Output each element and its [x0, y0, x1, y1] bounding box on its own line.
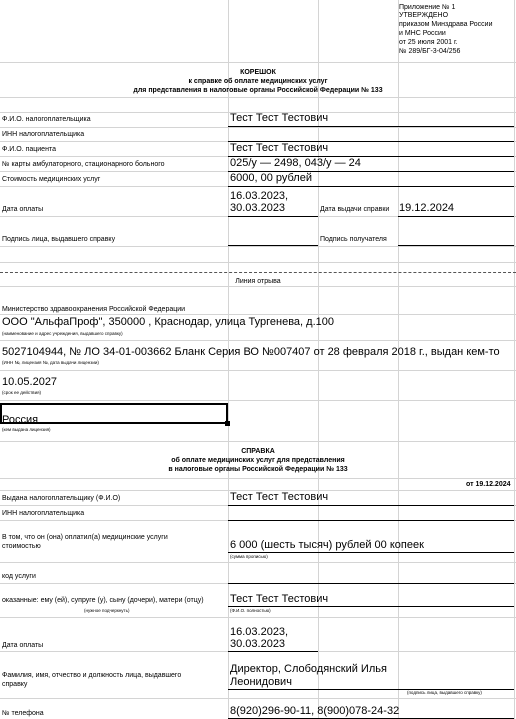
- row-divider: [0, 286, 516, 287]
- approval-line: Приложение № 1: [399, 4, 456, 11]
- stub-subtitle: к справке об оплате медицинских услуг: [188, 78, 328, 85]
- org-ministry: Министерство здравоохранения Российской Федерации: [2, 306, 186, 313]
- cert-issuer-label: справку: [2, 681, 28, 688]
- approval-line: № 289/БГ-3-04/256: [399, 48, 461, 55]
- cert-inn-label: ИНН налогоплательщика: [2, 510, 85, 517]
- stub-cost-value[interactable]: 6000, 00 рублей: [230, 172, 312, 184]
- certificate-date: от 19.12.2024: [466, 481, 511, 488]
- org-license-caption: (ИНН №, лицензия №, дата выдачи лицензии): [2, 360, 99, 365]
- row-divider: [0, 340, 516, 341]
- signature-line: [228, 245, 318, 246]
- column-divider: [228, 0, 229, 719]
- column-divider: [398, 0, 399, 719]
- certificate-subtitle: об оплате медицинских услуг для представления: [171, 457, 345, 464]
- cert-rendered-value[interactable]: Тест Тест Тестович: [230, 593, 329, 605]
- selected-cell[interactable]: [0, 403, 228, 424]
- cert-issued-value[interactable]: Тест Тест Тестович: [230, 491, 329, 503]
- row-divider: [0, 400, 516, 401]
- row-divider: [0, 62, 516, 63]
- certificate-title: СПРАВКА: [241, 448, 275, 455]
- org-country[interactable]: Россия: [2, 414, 39, 426]
- row-divider: [0, 562, 516, 563]
- cert-paid-value[interactable]: 6 000 (шесть тысяч) рублей 00 копеек: [230, 539, 424, 551]
- approval-line: УТВЕРЖДЕНО: [399, 12, 449, 19]
- stub-title: КОРЕШОК: [240, 69, 276, 76]
- stub-paydate-label: Дата оплаты: [2, 206, 44, 213]
- cert-paid-caption: (сумма прописью): [230, 554, 268, 559]
- fill-handle[interactable]: [225, 421, 230, 426]
- stub-taxpayer-label: Ф.И.О. налогоплательщика: [2, 116, 91, 123]
- cert-paid-label: стоимостью: [2, 543, 41, 550]
- approval-line: от 25 июля 2001 г.: [399, 39, 458, 46]
- cert-service-code-label: код услуги: [2, 573, 36, 580]
- cert-paydate-value[interactable]: 16.03.2023,: [230, 626, 289, 638]
- row-divider: [0, 617, 516, 618]
- row-divider: [0, 441, 516, 442]
- org-country-caption: (кем выдана лицензия): [2, 427, 51, 432]
- stub-inn-label: ИНН налогоплательщика: [2, 131, 85, 138]
- row-divider: [0, 478, 516, 479]
- org-validity-caption: (срок ее действия): [2, 390, 42, 395]
- stub-paydate-value[interactable]: 30.03.2023: [230, 202, 286, 214]
- row-divider: [0, 698, 516, 699]
- cert-issuer-label: Фамилия, имя, отчество и должность лица, выдавшего: [2, 672, 182, 679]
- stub-paydate-value[interactable]: 16.03.2023,: [230, 190, 289, 202]
- cert-rendered-caption: (Ф.И.О. полностью): [230, 608, 271, 613]
- stub-card-label: № карты амбулаторного, стационарного больного: [2, 161, 165, 168]
- cut-dashed-line: [0, 272, 516, 273]
- cert-phone-label: № телефона: [2, 710, 44, 717]
- row-divider: [0, 127, 516, 128]
- approval-line: и МНС России: [399, 30, 446, 37]
- underline: [228, 552, 514, 553]
- row-divider: [0, 246, 516, 247]
- column-divider: [514, 0, 515, 719]
- stub-subtitle: для представления в налоговые органы Российской Федерации № 133: [133, 87, 383, 94]
- org-name-caption: (наименование и адрес учреждения, выдавшего справку): [2, 331, 123, 336]
- cert-paydate-value[interactable]: 30.03.2023: [230, 638, 286, 650]
- underline: [228, 126, 514, 127]
- underline: [228, 583, 514, 584]
- cert-rendered-caption: (нужное подчеркнуть): [84, 608, 130, 613]
- row-divider: [0, 97, 516, 98]
- column-divider: [318, 0, 319, 719]
- cert-issuer-value[interactable]: Леонидович: [230, 676, 292, 688]
- org-validity[interactable]: 10.05.2027: [2, 376, 58, 388]
- underline: [228, 689, 398, 690]
- stub-card-value[interactable]: 025/у — 2498, 043/у — 24: [230, 157, 361, 169]
- underline: [228, 520, 514, 521]
- stub-sign-recipient-label: Подпись получателя: [320, 236, 387, 243]
- cert-issuer-value[interactable]: Директор, Слободянский Илья: [230, 663, 387, 675]
- cut-line-label: Линия отрыва: [235, 278, 281, 285]
- underline: [228, 186, 514, 187]
- cert-paydate-label: Дата оплаты: [2, 642, 44, 649]
- stub-sign-issuer-label: Подпись лица, выдавшего справку: [2, 236, 116, 243]
- underline: [228, 216, 318, 217]
- stub-issue-label: Дата выдачи справки: [320, 206, 390, 213]
- stub-patient-label: Ф.И.О. пациента: [2, 146, 56, 153]
- cert-rendered-label: оказанные: ему (ей), супруге (у), сыну (дочери), матери (отцу): [2, 597, 204, 604]
- stub-patient-value[interactable]: Тест Тест Тестович: [230, 142, 329, 154]
- row-divider: [0, 370, 516, 371]
- signature-line: [398, 245, 514, 246]
- cert-issuer-sign-caption: (подпись лица, выдавшего справку): [407, 690, 482, 695]
- underline: [398, 216, 514, 217]
- row-divider: [0, 314, 516, 315]
- cert-issued-label: Выдана налогоплательщику (Ф.И.О): [2, 495, 121, 502]
- stub-issue-value[interactable]: 19.12.2024: [399, 202, 455, 214]
- underline: [228, 505, 514, 506]
- approval-line: приказом Минздрава России: [399, 21, 493, 28]
- underline: [228, 606, 514, 607]
- cert-paid-label: В том, что он (она) оплатил(а) медицинские услуги: [2, 534, 168, 541]
- org-license[interactable]: 5027104944, № ЛО 34-01-003662 Бланк Серия ВО №007407 от 28 февраля 2018 г., выдан кем-то: [2, 346, 500, 358]
- underline: [228, 651, 318, 652]
- stub-taxpayer-value[interactable]: Тест Тест Тестович: [230, 112, 329, 124]
- org-name[interactable]: ООО "АльфаПроф", 350000 , Краснодар, улица Тургенева, д.100: [2, 316, 334, 328]
- cert-phone-value[interactable]: 8(920)296-90-11, 8(900)078-24-32: [230, 705, 400, 717]
- row-divider: [0, 262, 516, 263]
- stub-cost-label: Стоимость медицинских услуг: [2, 176, 101, 183]
- certificate-subtitle: в налоговые органы Российской Федерации № 133: [168, 466, 348, 473]
